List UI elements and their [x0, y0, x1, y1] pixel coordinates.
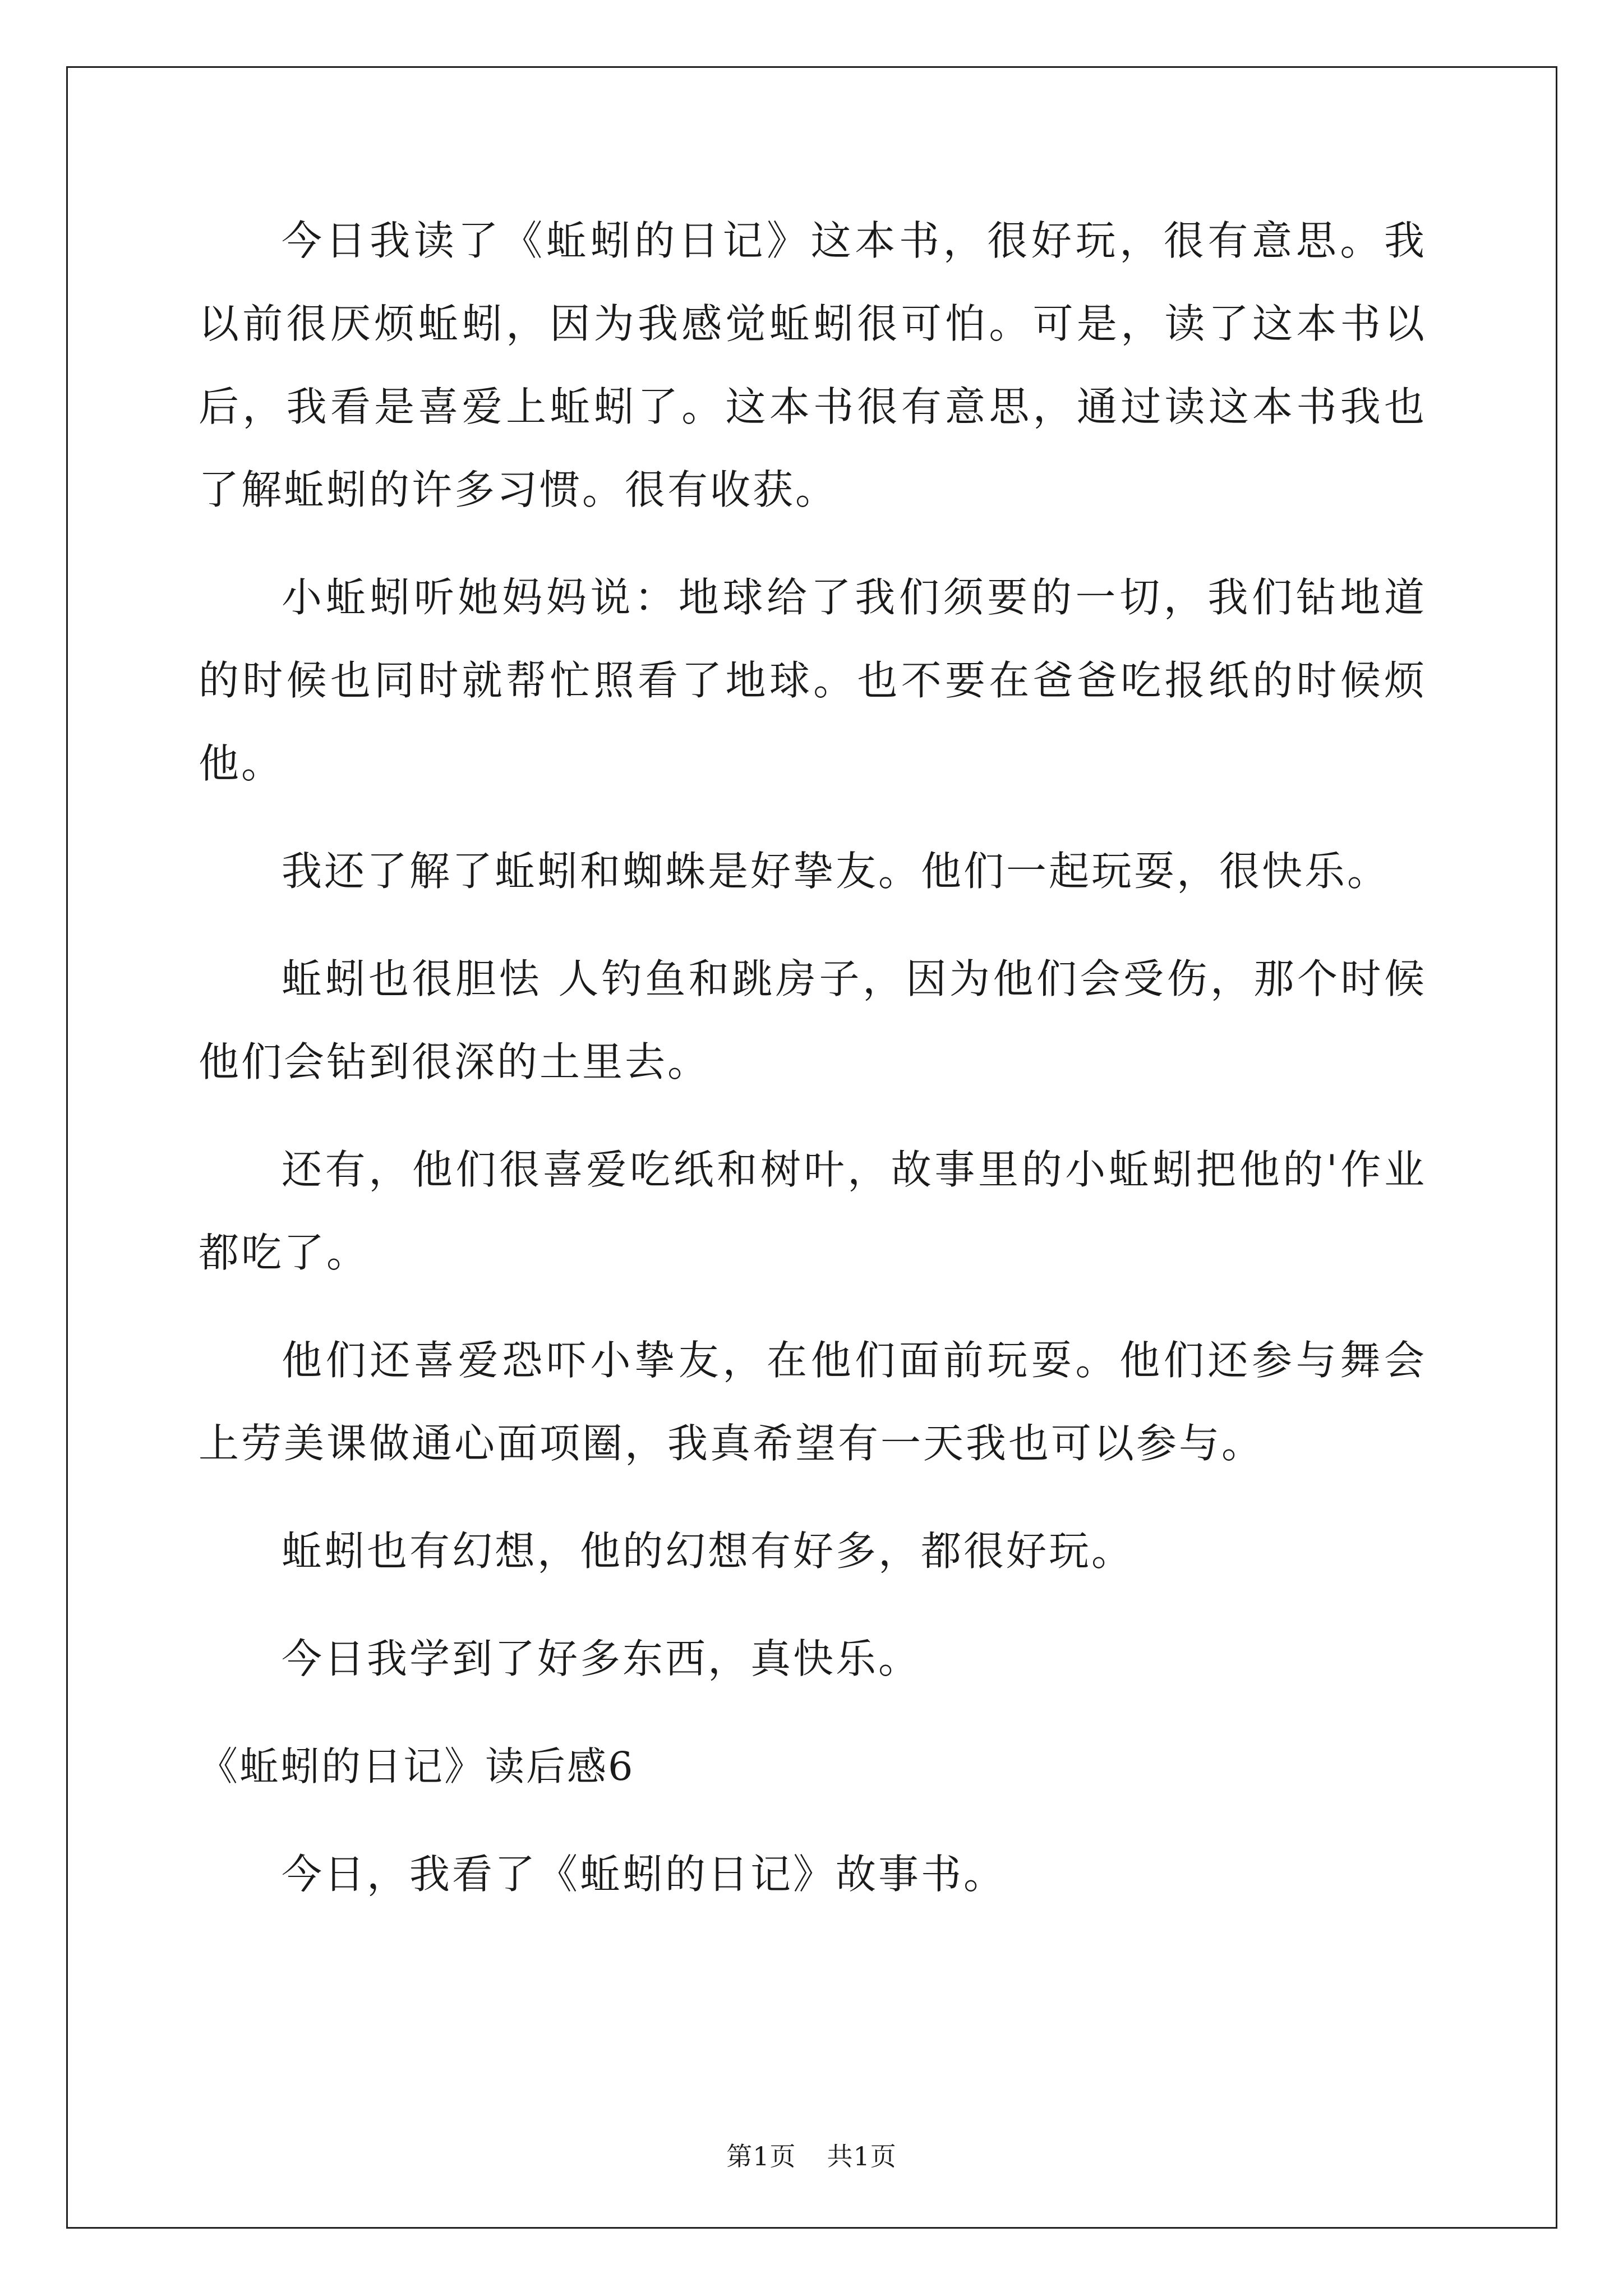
page-number: 第1页: [726, 2141, 796, 2171]
paragraph: 我还了解了蚯蚓和蜘蛛是好挚友。他们一起玩耍，很快乐。: [282, 848, 1390, 895]
document-body: [199, 199, 1427, 1940]
paragraph: 小蚯蚓听她妈妈说：地球给了我们须要的一切，我们钻地道的时候也同时就帮忙照看了地球。也不要在爸爸吃报纸的时候烦他。: [199, 574, 1427, 787]
paragraph: 今日，我看了《蚯蚓的日记》故事书。: [282, 1851, 1007, 1898]
section-heading: 《蚯蚓的日记》读后感6: [199, 1743, 635, 1789]
paragraph: 蚯蚓也很胆怯 人钓鱼和跳房子，因为他们会受伤，那个时候他们会钻到很深的土里去。: [199, 955, 1427, 1085]
paragraph: 他们还喜爱恐吓小挚友，在他们面前玩耍。他们还参与舞会上劳美课做通心面项圈，我真希望有一天我也可以参与。: [199, 1337, 1427, 1467]
paragraph: 今日我读了《蚯蚓的日记》这本书，很好玩，很有意思。我以前很厌烦蚯蚓，因为我感觉蚯蚓很可怕。可是，读了这本书以后，我看是喜爱上蚯蚓了。这本书很有意思，通过读这本书我也了解蚯蚓的许多习惯。很有收获。: [199, 217, 1427, 513]
page-count: 共1页: [827, 2141, 897, 2171]
page-footer: [0, 2136, 1623, 2173]
paragraph: 还有，他们很喜爱吃纸和树叶，故事里的小蚯蚓把他的'作业都吃了。: [199, 1146, 1427, 1276]
paragraph: 今日我学到了好多东西，真快乐。: [282, 1635, 921, 1682]
paragraph: 蚯蚓也有幻想，他的幻想有好多，都很好玩。: [282, 1527, 1135, 1575]
